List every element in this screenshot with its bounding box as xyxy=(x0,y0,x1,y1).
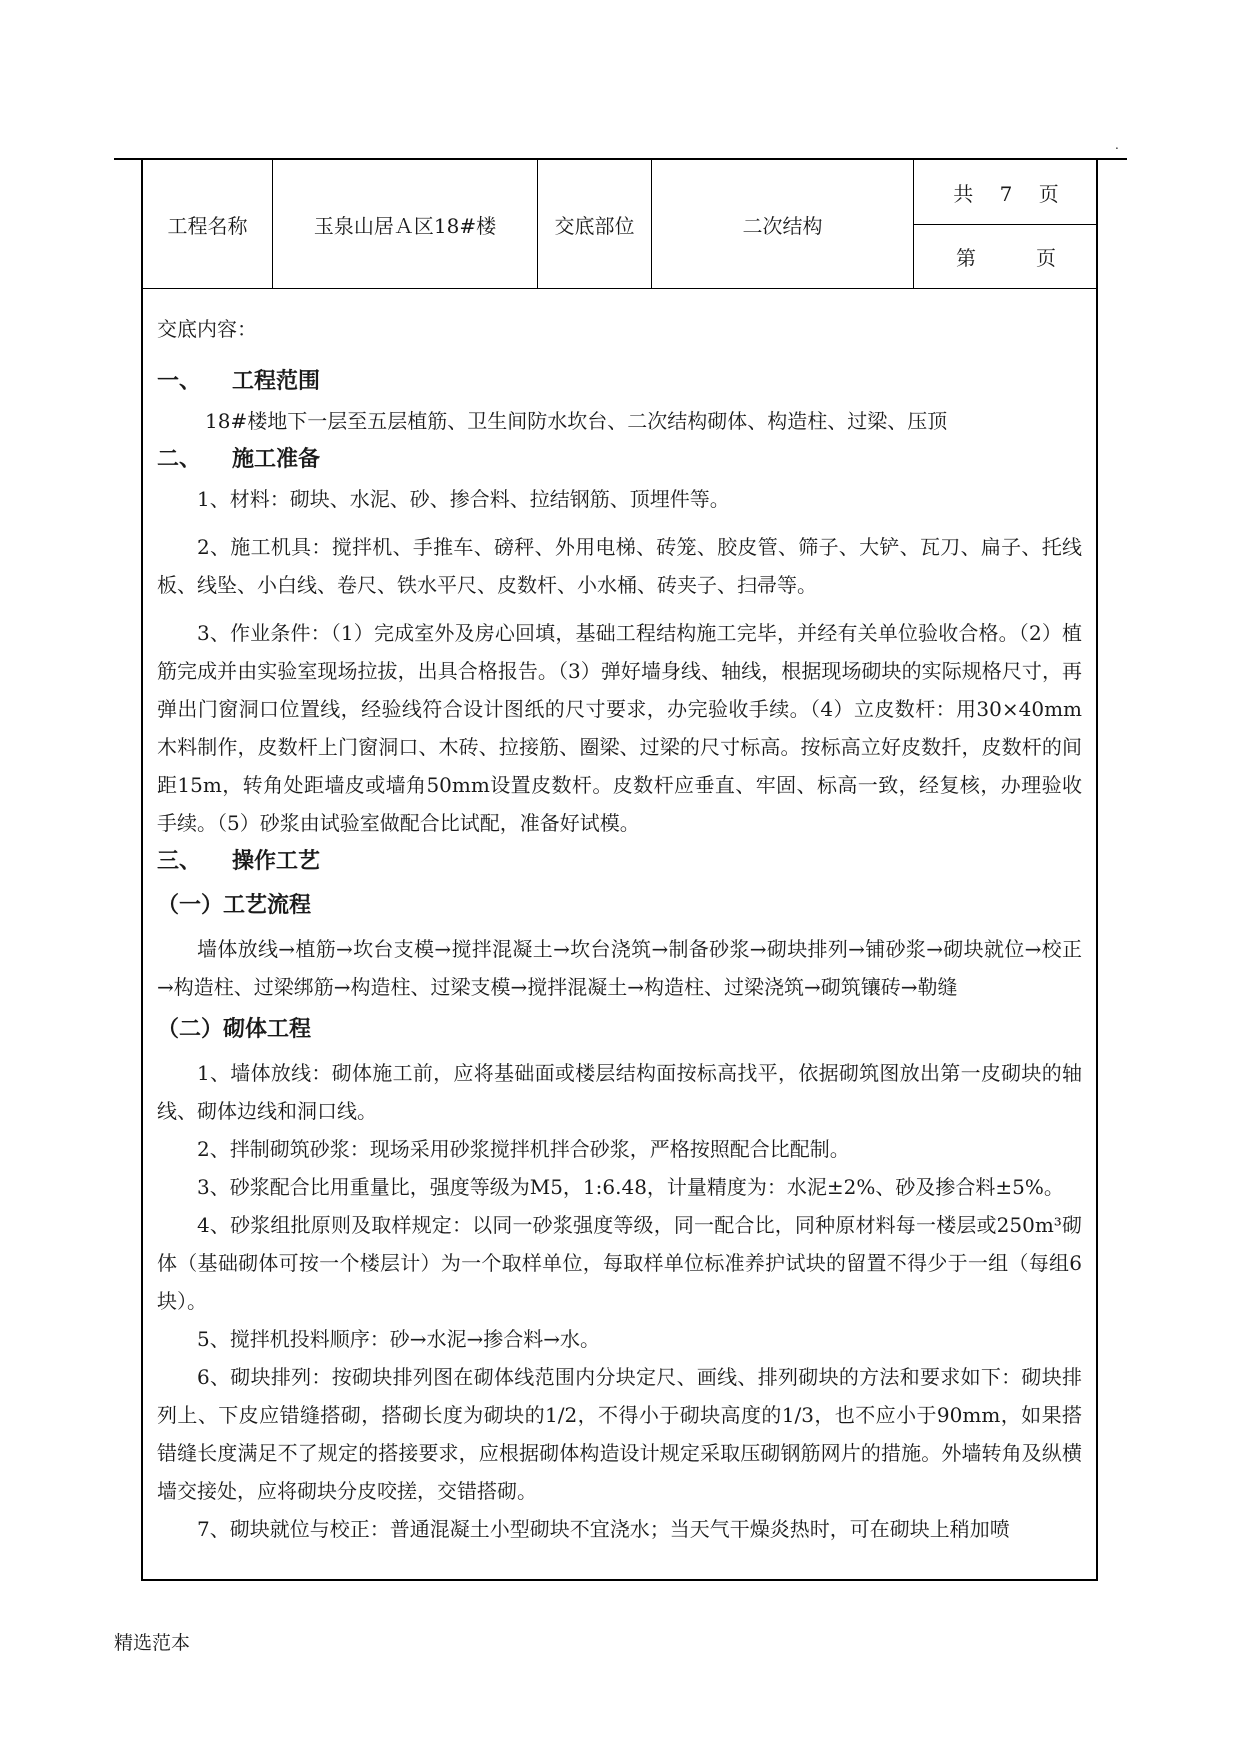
footer-text: 精选范本 xyxy=(114,1632,191,1654)
section-title: 施工准备 xyxy=(232,447,321,472)
corner-dot: . xyxy=(1115,138,1119,152)
paragraph: 1、材料：砌块、水泥、砂、掺合料、拉结钢筋、顶埋件等。 xyxy=(197,487,730,511)
total-pages: 共 7 页 xyxy=(953,181,1059,206)
page-number: 第 页 xyxy=(956,246,1056,270)
section-title: 操作工艺 xyxy=(232,849,321,874)
disclosure-table xyxy=(141,160,1098,1581)
list-item: 3、砂浆配合比用重量比，强度等级为M5，1:6.48，计量精度为：水泥±2%、砂及掺合料±5%。 xyxy=(197,1175,1064,1199)
process-flow: 墙体放线→植筋→坎台支模→搅拌混凝土→坎台浇筑→制备砂浆→砌块排列→铺砂浆→砌块就位→校正→构造柱、过梁绑筋→构造柱、过梁支模→搅拌混凝土→构造柱、过梁浇筑→砌筑镶砖→勒缝 xyxy=(157,937,1082,999)
subsection-heading: （一）工艺流程 xyxy=(157,893,312,918)
content-body xyxy=(157,306,1082,1548)
section-number: 三、 xyxy=(157,849,202,874)
list-item: 2、拌制砌筑砂浆：现场采用砂浆搅拌机拌合砂浆，严格按照配合比配制。 xyxy=(197,1137,850,1161)
list-item: 6、砌块排列：按砌块排列图在砌体线范围内分块定尺、画线、排列砌块的方法和要求如下：砌块排列上、下皮应错缝搭砌，搭砌长度为砌块的1/2，不得小于砌块高度的1/3，也不应小于90mm，如果搭错缝长度满足不了规定的搭接要求，应根据砌体构造设计规定采取压砌钢筋网片的措施。外墙转角及纵横墙交接处，应将砌块分皮咬搓，交错搭砌。 xyxy=(157,1365,1082,1503)
section-heading xyxy=(157,842,1082,882)
project-name-value: 玉泉山居Ａ区18#楼 xyxy=(313,213,497,238)
position-value: 二次结构 xyxy=(742,213,823,238)
grid-line xyxy=(143,288,1098,289)
section-number: 二、 xyxy=(157,447,202,472)
scope-text: 18#楼地下一层至五层植筋、卫生间防水坎台、二次结构砌体、构造柱、过梁、压顶 xyxy=(205,409,948,433)
list-item: 4、砂浆组批原则及取样规定：以同一砂浆强度等级，同一配合比，同种原材料每一楼层或250m³砌体（基础砌体可按一个楼层计）为一个取样单位，每取样单位标准养护试块的留置不得少于一组（每组6块）。 xyxy=(157,1213,1082,1313)
section-heading xyxy=(157,440,1082,480)
paragraph: 3、作业条件：（1）完成室外及房心回填，基础工程结构施工完毕，并经有关单位验收合格。（2）植筋完成并由实验室现场拉拔，出具合格报告。（3）弹好墙身线、轴线，根据现场砌块的实际规格尺寸，再弹出门窗洞口位置线，经验线符合设计图纸的尺寸要求，办完验收手续。（4）立皮数杆：用30×40mm木料制作，皮数杆上门窗洞口、木砖、拉接筋、圈梁、过梁的尺寸标高。按标高立好皮数扦，皮数杆的间距15m，转角处距墙皮或墙角50mm设置皮数杆。皮数杆应垂直、牢固、标高一致，经复核，办理验收手续。（5）砂浆由试验室做配合比试配，准备好试模。 xyxy=(157,621,1082,835)
list-item: 5、搅拌机投料顺序：砂→水泥→掺合料→水。 xyxy=(197,1327,600,1351)
list-item: 7、砌块就位与校正：普通混凝土小型砌块不宜浇水；当天气干燥炎热时，可在砌块上稍加喷 xyxy=(197,1517,1010,1541)
section-title: 工程范围 xyxy=(232,369,321,394)
paragraph: 2、施工机具：搅拌机、手推车、磅秤、外用电梯、砖笼、胶皮管、筛子、大铲、瓦刀、扁子、托线板、线坠、小白线、卷尺、铁水平尺、皮数杆、小水桶、砖夹子、扫帚等。 xyxy=(157,535,1082,597)
project-name-label: 工程名称 xyxy=(167,213,248,238)
section-heading xyxy=(157,362,1082,402)
subsection-heading: （二）砌体工程 xyxy=(157,1017,312,1042)
content-label: 交底内容： xyxy=(157,317,257,341)
list-item: 1、墙体放线：砌体施工前，应将基础面或楼层结构面按标高找平，依据砌筑图放出第一皮砌块的轴线、砌体边线和洞口线。 xyxy=(157,1061,1082,1123)
position-label: 交底部位 xyxy=(554,213,635,238)
section-number: 一、 xyxy=(157,369,202,394)
